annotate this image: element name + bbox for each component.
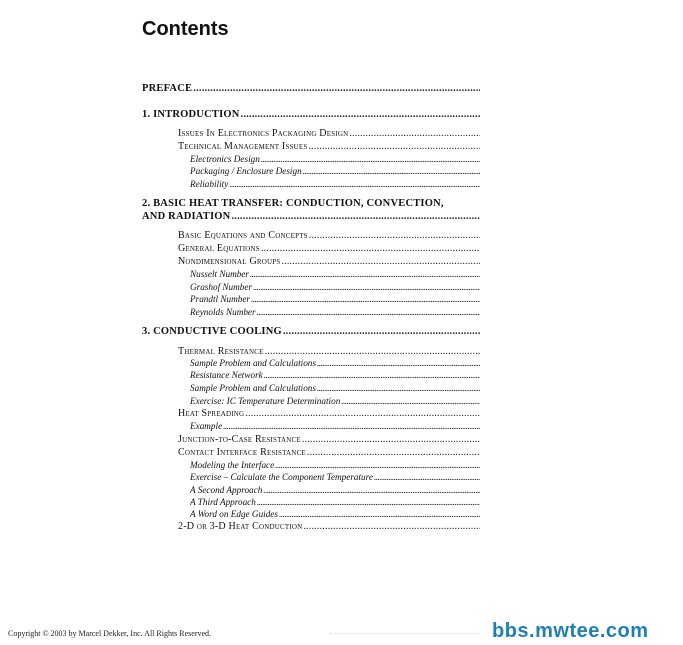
toc-entry-preface	[142, 82, 480, 95]
dot-leader	[281, 255, 480, 268]
dot-leader	[317, 382, 480, 395]
toc-label: Heat Spreading	[178, 408, 245, 419]
toc-subentry	[190, 382, 480, 395]
dot-leader	[349, 127, 480, 140]
toc-chapter-3	[142, 325, 480, 338]
toc-entry	[178, 446, 480, 459]
toc-label: Modeling the Interface	[190, 460, 275, 470]
copyright-notice: Copyright © 2003 by Marcel Dekker, Inc. All Rights Reserved.	[8, 629, 212, 638]
toc-label: Junction-to-Case Resistance	[178, 434, 301, 445]
toc-label: Basic Equations and Concepts	[178, 230, 308, 241]
toc-label: General Equations	[178, 243, 260, 254]
dot-leader	[257, 306, 480, 319]
toc-subentry	[190, 268, 480, 281]
toc-subentry	[190, 420, 480, 433]
toc-label: Reynolds Number	[190, 307, 256, 317]
toc-label: Issues In Electronics Packaging Design	[178, 128, 349, 139]
toc-subentry	[190, 471, 480, 484]
toc-entry	[178, 242, 480, 255]
toc-entry	[178, 520, 480, 533]
toc-chapter-1	[142, 108, 480, 121]
watermark-logo: bbs.mwtee.com	[492, 620, 649, 642]
toc-label: A Third Approach	[190, 497, 256, 507]
toc-label: 1. INTRODUCTION	[142, 109, 240, 120]
toc-label: Nusselt Number	[190, 269, 249, 279]
toc-subentry	[190, 178, 480, 191]
toc-label: 3. CONDUCTIVE COOLING	[142, 326, 282, 337]
dot-leader	[303, 520, 480, 533]
toc-subentry	[190, 165, 480, 178]
dot-leader	[309, 229, 480, 242]
toc-label: AND RADIATION	[142, 211, 231, 222]
dot-leader	[231, 210, 480, 223]
toc-entry	[178, 229, 480, 242]
dot-leader	[374, 471, 480, 484]
dot-leader	[261, 242, 480, 255]
toc-entry	[178, 255, 480, 268]
dot-leader	[193, 82, 480, 95]
dot-leader	[245, 407, 480, 420]
toc-label: Sample Problem and Calculations	[190, 358, 316, 368]
toc-label: Exercise – Calculate the Component Temperature	[190, 472, 373, 482]
toc-subentry	[190, 369, 480, 382]
dot-leader	[241, 108, 480, 121]
toc-label: Prandtl Number	[190, 294, 250, 304]
toc-label: A Second Approach	[190, 485, 263, 495]
toc-subentry	[190, 306, 480, 319]
toc-subentry	[190, 293, 480, 306]
dot-leader	[307, 446, 480, 459]
dot-leader	[229, 178, 480, 191]
toc-label: Electronics Design	[190, 154, 260, 164]
toc-label: Packaging / Enclosure Design	[190, 166, 302, 176]
toc-label: Thermal Resistance	[178, 346, 264, 357]
toc-entry	[178, 127, 480, 140]
dot-leader	[264, 369, 480, 382]
toc-label: PREFACE	[142, 83, 193, 94]
toc-label: Technical Management Issues	[178, 141, 308, 152]
dot-leader	[250, 268, 480, 281]
toc-label: Grashof Number	[190, 282, 253, 292]
divider	[330, 633, 480, 636]
dot-leader	[251, 293, 480, 306]
page-title: Contents	[142, 18, 229, 40]
toc-label: A Word on Edge Guides	[190, 509, 278, 519]
dot-leader	[223, 420, 480, 433]
toc-label: Exercise: IC Temperature Determination	[190, 396, 341, 406]
dot-leader	[283, 325, 480, 338]
toc-label: Example	[190, 421, 223, 431]
dot-leader	[302, 433, 480, 446]
toc-chapter-2-line1	[142, 197, 480, 210]
dot-leader	[308, 140, 480, 153]
toc-entry	[178, 140, 480, 153]
toc-label: Reliability	[190, 179, 229, 189]
toc-entry	[178, 407, 480, 420]
toc-label: Resistance Network	[190, 370, 263, 380]
toc-label: Nondimensional Groups	[178, 256, 281, 267]
toc-entry	[178, 433, 480, 446]
toc-label: 2. BASIC HEAT TRANSFER: CONDUCTION, CONVECTION,	[142, 198, 444, 209]
toc-label: Sample Problem and Calculations	[190, 383, 316, 393]
toc-label: 2-D or 3-D Heat Conduction	[178, 521, 303, 532]
toc-label: Contact Interface Resistance	[178, 447, 306, 458]
dot-leader	[303, 165, 480, 178]
toc-chapter-2-line2	[142, 210, 480, 223]
